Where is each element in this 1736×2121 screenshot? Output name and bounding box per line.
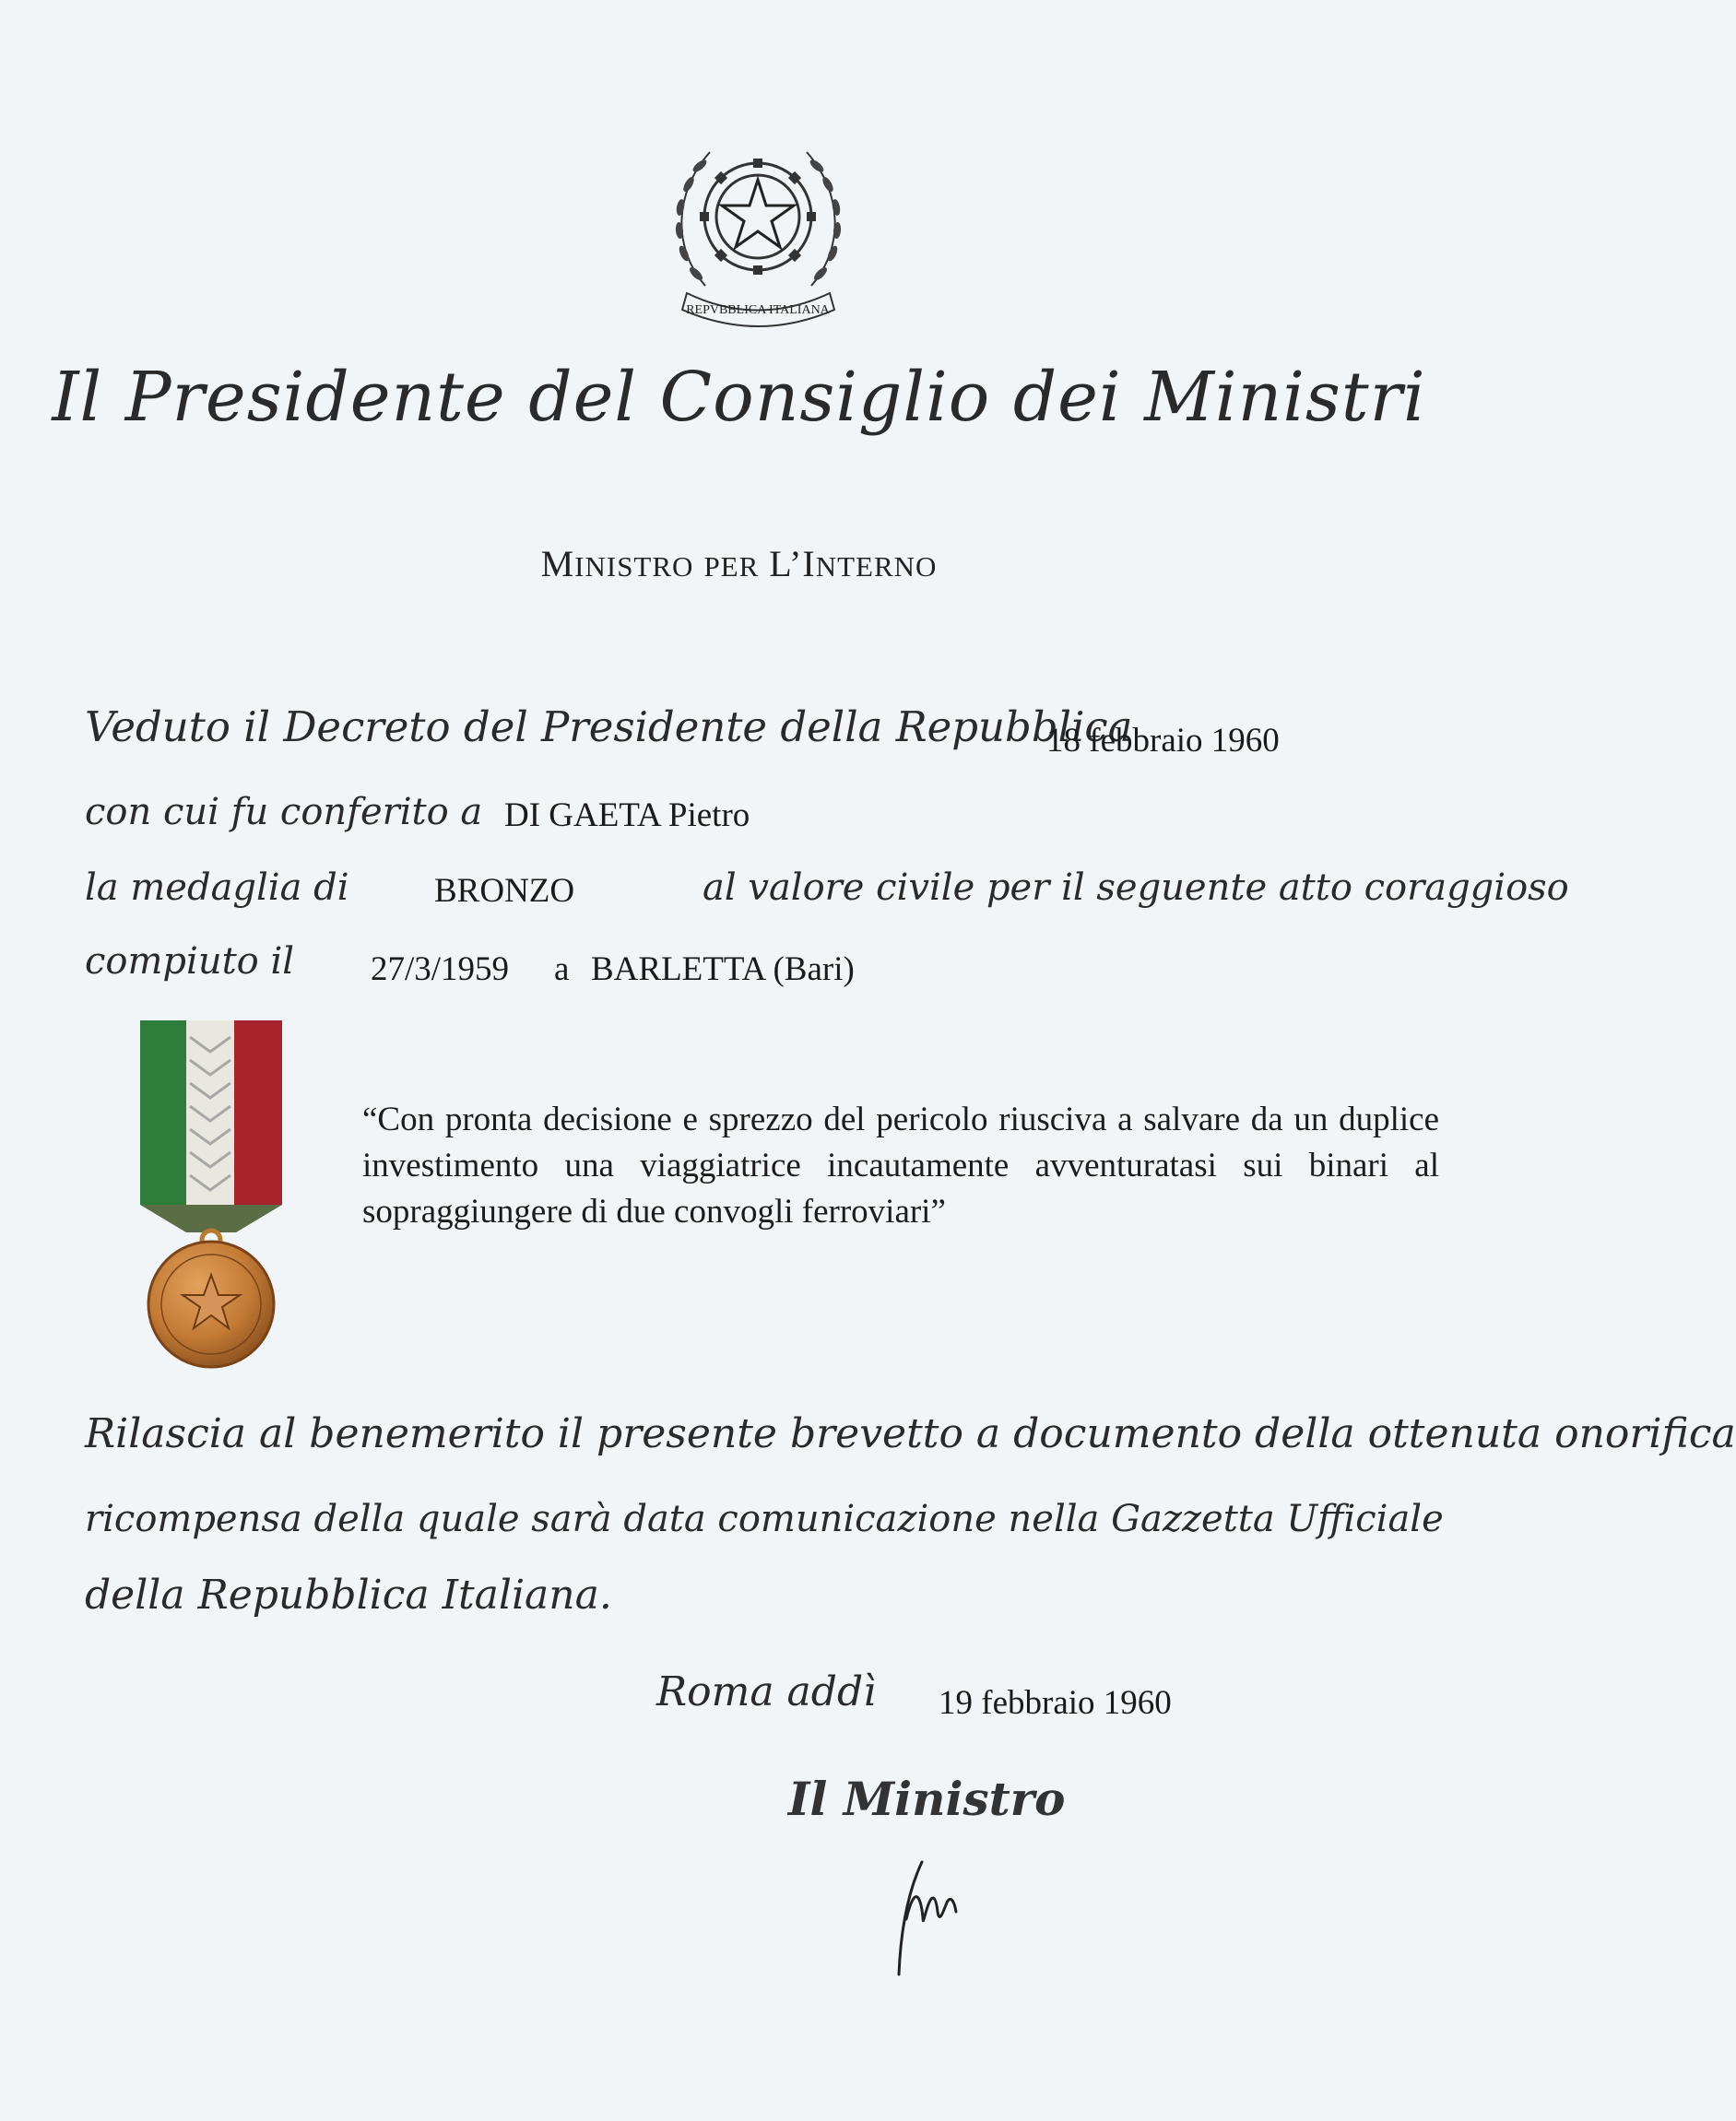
act-preposition: a bbox=[554, 950, 570, 988]
act-place: BARLETTA (Bari) bbox=[591, 950, 855, 988]
minister-title: Il Ministro bbox=[788, 1772, 1066, 1826]
ministry-word-per: PER bbox=[703, 550, 760, 583]
ministry-initial-m: M bbox=[540, 543, 575, 584]
issuance-line-2: ricompensa della quale sarà data comunicazione nella Gazzetta Ufficiale bbox=[85, 1498, 1444, 1540]
issuance-line-1: Rilascia al benemerito il presente brevetto a documento della ottenuta onorifica bbox=[85, 1410, 1736, 1457]
medal-suffix: al valore civile per il seguente atto coraggioso bbox=[703, 866, 1569, 909]
decree-label: Veduto il Decreto del Presidente della Repubblica bbox=[85, 702, 1133, 751]
bronze-civil-valor-medal-icon bbox=[138, 1019, 290, 1369]
ministry-word-ministro: INISTRO bbox=[574, 550, 694, 583]
ministry-word-interno: NTERNO bbox=[815, 550, 938, 583]
medal-type: BRONZO bbox=[434, 872, 575, 910]
ministry-initial-l: L’I bbox=[769, 543, 816, 584]
recipient-label: con cui fu conferito a bbox=[85, 791, 483, 833]
act-date: 27/3/1959 bbox=[371, 950, 510, 988]
handwritten-signature-icon bbox=[880, 1855, 1010, 1984]
place-label: Roma addì bbox=[656, 1668, 877, 1715]
act-label: compiuto il bbox=[85, 940, 295, 983]
medal-label: la medaglia di bbox=[85, 866, 349, 909]
emblem-ribbon-text: REPVBBLICA ITALIANA bbox=[686, 303, 830, 317]
ministry-title bbox=[0, 542, 1478, 585]
document-heading: Il Presidente del Consiglio dei Ministri bbox=[52, 358, 1426, 437]
italian-republic-emblem-icon bbox=[668, 129, 848, 327]
citation-text: “Con pronta decisione e sprezzo del pericolo riusciva a salvare da un duplice investimento una viaggiatrice incautamente avventuratasi sui binari al sopraggiungere di due convogli ferroviari” bbox=[362, 1101, 1439, 1231]
recipient-name: DI GAETA Pietro bbox=[504, 796, 750, 834]
issuance-line-3: della Repubblica Italiana. bbox=[85, 1572, 612, 1619]
decree-date: 18 febbraio 1960 bbox=[1046, 722, 1280, 760]
issue-date: 19 febbraio 1960 bbox=[939, 1684, 1172, 1722]
